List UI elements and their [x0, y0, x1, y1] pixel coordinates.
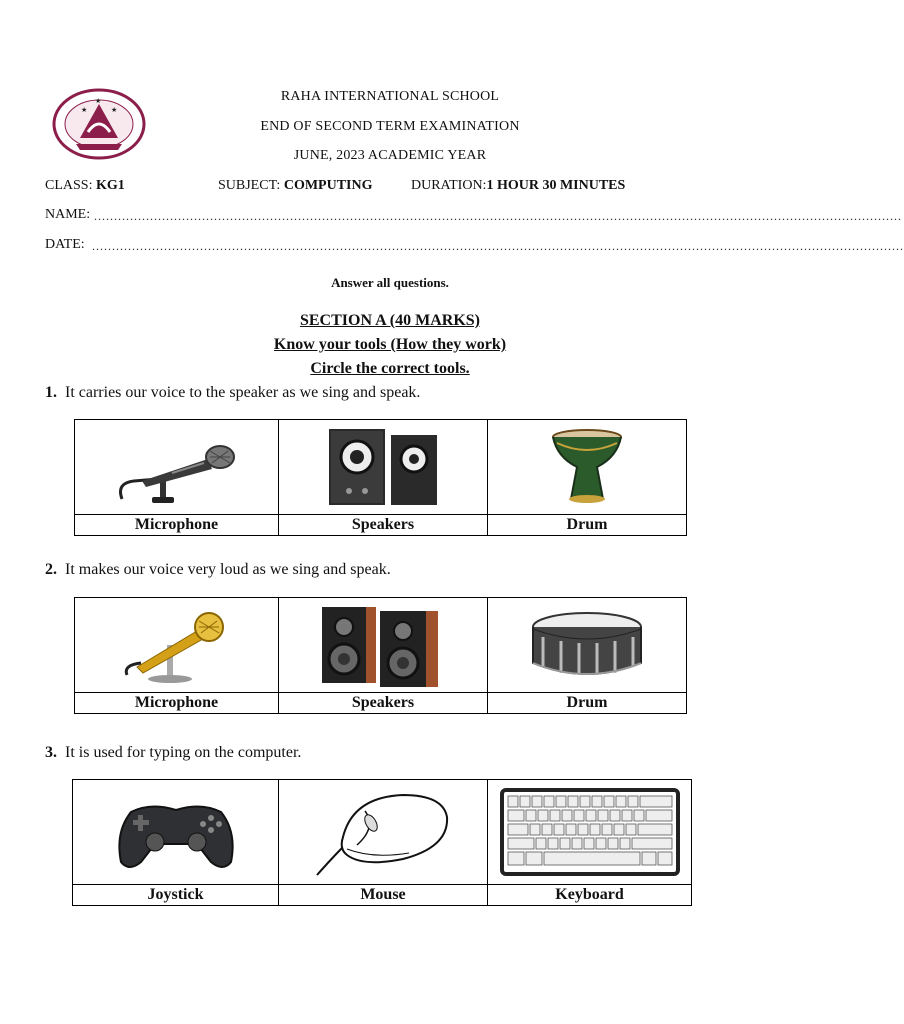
school-name: RAHA INTERNATIONAL SCHOOL — [280, 89, 500, 104]
duration-value: 1 HOUR 30 MINUTES — [486, 178, 626, 193]
option-label-microphone[interactable]: Microphone — [75, 515, 279, 536]
option-label-keyboard[interactable]: Keyboard — [488, 885, 692, 906]
mouse-icon — [313, 787, 453, 877]
option-image-joystick[interactable] — [73, 780, 279, 885]
subject-field — [218, 178, 373, 194]
snare-drum-icon — [527, 605, 647, 685]
exam-title: END OF SECOND TERM EXAMINATION — [260, 119, 520, 134]
option-label-joystick[interactable]: Joystick — [73, 885, 279, 906]
option-image-keyboard[interactable] — [488, 780, 692, 885]
options-table-3 — [72, 779, 692, 906]
academic-year: JUNE, 2023 ACADEMIC YEAR — [293, 148, 487, 163]
subject-label: SUBJECT: — [218, 178, 281, 193]
name-label: NAME: — [45, 207, 91, 222]
class-field — [45, 178, 125, 194]
question-number: 3. — [45, 744, 57, 761]
date-label: DATE: — [45, 237, 85, 252]
question-1 — [45, 384, 420, 402]
djembe-drum-icon — [547, 427, 627, 507]
subject-value: COMPUTING — [283, 178, 373, 193]
section-title: SECTION A (40 MARKS) — [299, 312, 481, 329]
question-number: 1. — [45, 384, 57, 401]
duration-label: DURATION: — [411, 178, 487, 193]
option-label-microphone[interactable]: Microphone — [75, 693, 279, 714]
question-text: It carries our voice to the speaker as we sing and speak. — [65, 384, 421, 401]
option-image-mouse[interactable] — [279, 780, 488, 885]
option-image-drum[interactable] — [488, 598, 687, 693]
svg-text:★: ★ — [95, 97, 102, 105]
name-line[interactable]: .......................................................................................................................................................................................................... — [94, 209, 902, 223]
gamepad-icon — [111, 792, 241, 872]
question-2 — [45, 561, 391, 579]
instructions: Answer all questions. — [331, 275, 449, 290]
option-image-microphone[interactable] — [75, 598, 279, 693]
question-3 — [45, 744, 301, 762]
class-label: CLASS: — [45, 178, 93, 193]
option-image-drum[interactable] — [488, 420, 687, 515]
section-subtitle: Know your tools (How they work) — [273, 336, 507, 353]
question-text: It is used for typing on the computer. — [65, 744, 302, 761]
gold-microphone-icon — [117, 605, 237, 685]
option-image-speakers[interactable] — [279, 420, 488, 515]
question-number: 2. — [45, 561, 57, 578]
option-label-drum[interactable]: Drum — [488, 693, 687, 714]
date-line[interactable]: ........................................................................................................................................................................................................... — [92, 239, 904, 253]
keyboard-icon — [500, 788, 680, 876]
question-text: It makes our voice very loud as we sing and speak. — [65, 561, 391, 578]
option-label-drum[interactable]: Drum — [488, 515, 687, 536]
option-image-microphone[interactable] — [75, 420, 279, 515]
microphone-icon — [112, 427, 242, 507]
option-label-mouse[interactable]: Mouse — [279, 885, 488, 906]
speakers-icon — [323, 427, 443, 507]
svg-text:★: ★ — [81, 106, 88, 114]
class-value: KG1 — [95, 178, 125, 193]
duration-field — [411, 178, 625, 194]
options-table-1 — [74, 419, 687, 536]
section-instruction: Circle the correct tools. — [310, 360, 470, 377]
option-label-speakers[interactable]: Speakers — [279, 693, 488, 714]
options-table-2 — [74, 597, 687, 714]
wooden-speakers-icon — [318, 603, 448, 687]
option-image-speakers[interactable] — [279, 598, 488, 693]
option-label-speakers[interactable]: Speakers — [279, 515, 488, 536]
svg-text:★: ★ — [111, 106, 118, 114]
